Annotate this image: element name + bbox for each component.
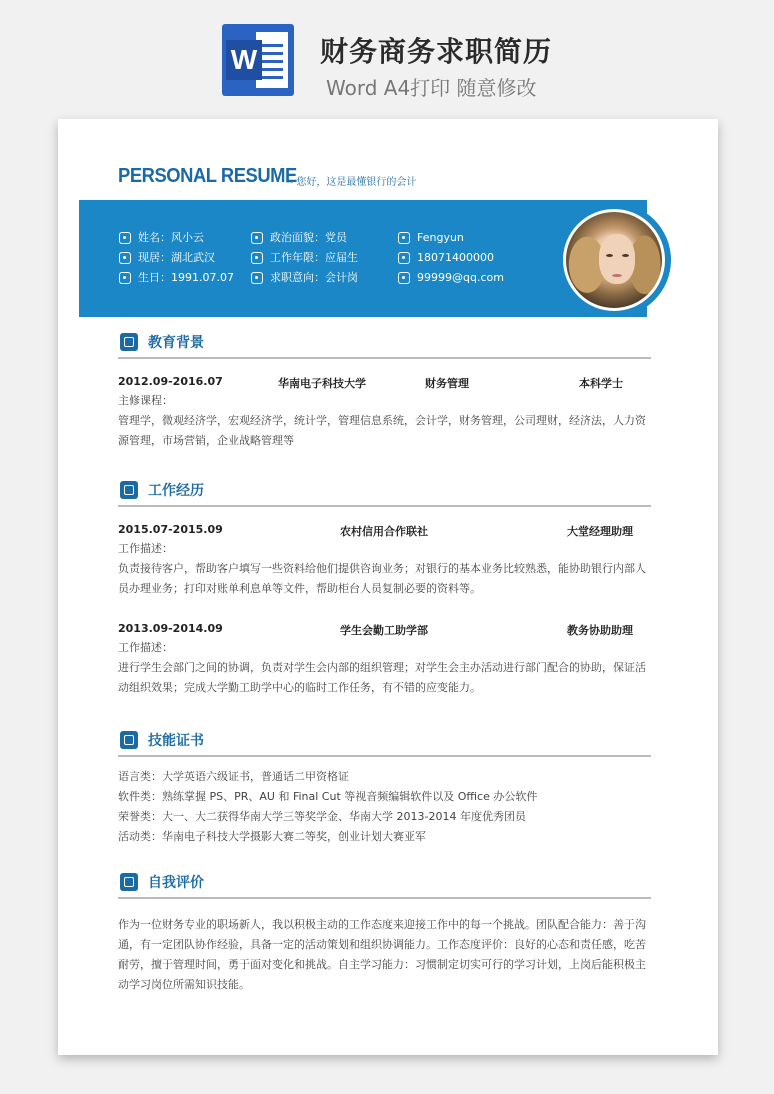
education-courses: 管理学，微观经济学，宏观经济学，统计学，管理信息系统，会计学，财务管理，公司理财，经济法，人力资源管理，市场营销，企业战略管理等 — [118, 414, 646, 447]
target-icon — [251, 272, 263, 284]
education-degree: 本科学士 — [579, 377, 623, 390]
info-wechat — [398, 230, 464, 246]
profile-photo — [563, 209, 665, 311]
info-name-text: 姓名：风小云 — [138, 231, 204, 244]
user-icon — [119, 232, 131, 244]
graduation-cap-icon — [120, 333, 138, 351]
education-major: 财务管理 — [425, 377, 469, 390]
job-2-desc-label: 工作描述： — [118, 641, 173, 654]
skill-line: 软件类：熟练掌握 PS、PR、AU 和 Final Cut 等视音频编辑软件以及 Office 办公软件 — [118, 790, 538, 803]
info-politics-text: 政治面貌：党员 — [270, 231, 347, 244]
education-period: 2012.09-2016.07 — [118, 375, 223, 388]
word-logo-icon — [222, 24, 294, 96]
skill-line: 语言类：大学英语六级证书，普通话二甲资格证 — [118, 770, 349, 783]
skill-line: 活动类：华南电子科技大学摄影大赛二等奖，创业计划大赛亚军 — [118, 830, 426, 843]
banner-title: 财务商务求职简历 — [320, 35, 553, 68]
info-phone — [398, 250, 494, 266]
flag-icon — [251, 232, 263, 244]
info-politics — [251, 230, 347, 246]
location-icon — [119, 252, 131, 264]
job-2-period: 2013.09-2014.09 — [118, 622, 223, 635]
work-header — [118, 481, 651, 507]
info-phone-text: 18071400000 — [417, 251, 494, 264]
calendar-icon — [119, 272, 131, 284]
info-email-text: 99999@qq.com — [417, 271, 504, 284]
job-1-org: 农村信用合作联社 — [340, 525, 428, 538]
job-2-org: 学生会勤工助学部 — [340, 624, 428, 637]
education-header — [118, 333, 651, 359]
skills-header — [118, 731, 651, 757]
info-birthday-text: 生日：1991.07.07 — [138, 271, 234, 284]
job-1-desc: 负责接待客户，帮助客户填写一些资料给他们提供咨询业务；对银行的基本业务比较熟悉，能协助银行内部人员办理业务；打印对账单利息单等文件，帮助柜台人员复制必要的资料等。 — [118, 562, 646, 595]
info-email — [398, 270, 504, 286]
chart-icon — [120, 481, 138, 499]
info-intention — [251, 270, 358, 286]
job-2-desc: 进行学生会部门之间的协调，负责对学生会内部的组织管理；对学生会主办活动进行部门配合的协助，保证活动组织效果；完成大学勤工助学中心的临时工作任务，有不错的应变能力。 — [118, 661, 646, 694]
info-name — [119, 230, 204, 246]
job-1-period: 2015.07-2015.09 — [118, 523, 223, 536]
resume-paper — [58, 119, 718, 1055]
info-wechat-text: Fengyun — [417, 231, 464, 244]
resume-tagline: -- 您好，这是最懂银行的会计 — [286, 177, 417, 188]
self-eval-title: 自我评价 — [148, 875, 204, 891]
skills-title: 技能证书 — [148, 733, 204, 749]
education-title: 教育背景 — [148, 335, 204, 351]
resume-title: PERSONAL RESUME — [118, 165, 297, 187]
info-location-text: 现居：湖北武汉 — [138, 251, 215, 264]
banner-subtitle: Word A4打印 随意修改 — [326, 76, 537, 100]
self-eval-header — [118, 873, 651, 899]
work-title: 工作经历 — [148, 483, 204, 499]
phone-icon — [398, 252, 410, 264]
job-1-role: 大堂经理助理 — [567, 525, 633, 538]
education-courses-label: 主修课程： — [118, 394, 173, 407]
word-letter: W — [226, 40, 262, 80]
info-location — [119, 250, 215, 266]
template-banner — [0, 0, 774, 110]
certificate-icon — [120, 731, 138, 749]
job-2-role: 教务协助助理 — [567, 624, 633, 637]
info-work-years — [251, 250, 358, 266]
info-work-years-text: 工作年限：应届生 — [270, 251, 358, 264]
mail-icon — [398, 272, 410, 284]
info-birthday — [119, 270, 234, 286]
briefcase-icon — [251, 252, 263, 264]
info-intention-text: 求职意向：会计岗 — [270, 271, 358, 284]
job-1-desc-label: 工作描述： — [118, 542, 173, 555]
self-eval-text: 作为一位财务专业的职场新人，我以积极主动的工作态度来迎接工作中的每一个挑战。团队配合能力：善于沟通，有一定团队协作经验，具备一定的活动策划和组织协调能力。工作态度评价：良好的心态和责任感，吃苦耐劳，擅于管理时间，勇于面对变化和挑战。自主学习能力：习惯制定切实可行的学习计划，上岗后能积极主动学习岗位所需知识技能。 — [118, 918, 646, 991]
skill-line: 荣誉类：大一、大二获得华南大学三等奖学金、华南大学 2013-2014 年度优秀团员 — [118, 810, 526, 823]
education-school: 华南电子科技大学 — [278, 377, 366, 390]
person-icon — [120, 873, 138, 891]
chat-icon — [398, 232, 410, 244]
